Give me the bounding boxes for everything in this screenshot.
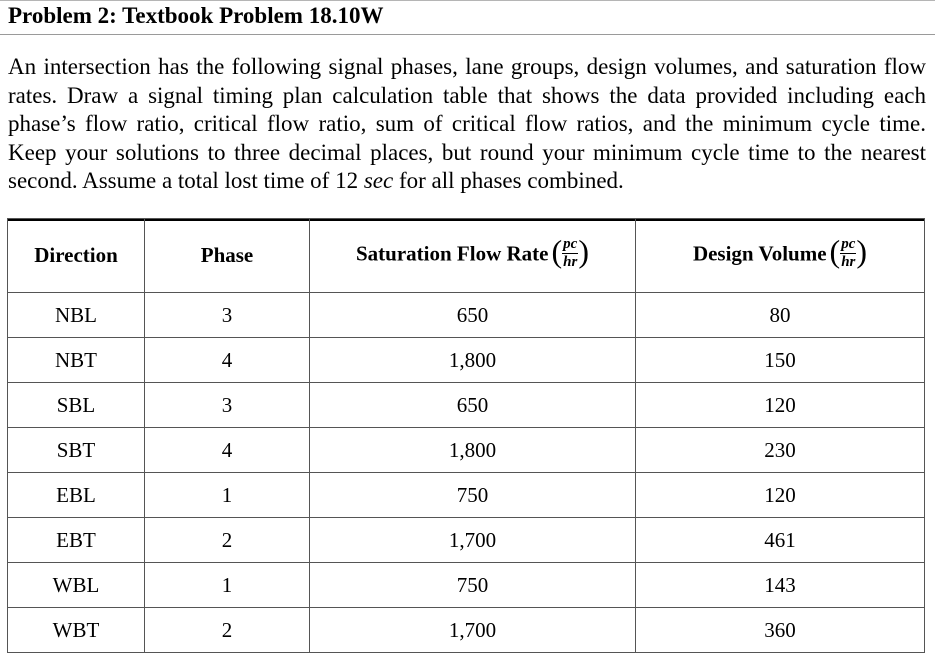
cell-direction: WBT [8,608,145,653]
unit-denominator: hr [841,254,856,270]
cell-design-volume: 143 [636,563,925,608]
cell-design-volume: 230 [636,428,925,473]
table-row [8,563,925,608]
header-saturation-label: Saturation Flow Rate [356,241,549,266]
cell-phase: 3 [145,293,310,338]
header-design-volume-label: Design Volume [692,241,827,266]
table-header-row [8,219,925,293]
cell-saturation-flow-rate: 650 [310,293,636,338]
cell-saturation-flow-rate: 750 [310,473,636,518]
cell-direction: EBL [8,473,145,518]
volume-unit: ( $\frac{pc}{hr}$ ) [829,233,868,270]
cell-saturation-flow-rate: 1,800 [310,428,636,473]
cell-phase: 1 [145,473,310,518]
cell-direction: WBL [8,563,145,608]
table-row [8,383,925,428]
header-phase: Phase [145,219,310,293]
cell-phase: 4 [145,428,310,473]
cell-design-volume: 120 [636,383,925,428]
top-rule [0,0,935,1]
cell-phase: 1 [145,563,310,608]
cell-direction: SBL [8,383,145,428]
cell-phase: 3 [145,383,310,428]
cell-saturation-flow-rate: 650 [310,383,636,428]
header-design-volume [636,219,925,293]
table-row [8,608,925,653]
cell-saturation-flow-rate: 1,800 [310,338,636,383]
signal-data-table [7,218,925,653]
problem-statement [8,53,926,196]
saturation-unit: ( $\frac{pc}{hr}$ ) [551,233,589,270]
cell-design-volume: 461 [636,518,925,563]
statement-text-end: for all phases combined. [398,168,624,194]
table-row [8,518,925,563]
cell-saturation-flow-rate: 750 [310,563,636,608]
cell-phase: 2 [145,608,310,653]
cell-saturation-flow-rate: 1,700 [310,518,636,563]
statement-text: An intersection has the following signal phases, lane groups, design volumes, and saturation flow rates. Draw a signal timing plan calculation table that shows the data provided including each phase’s flow ratio, critical flow ratio, sum of critical flow ratios, and the minimum cycle time. Keep your solutions to three decimal places, but round your minimum cycle time to the nearest second. Assume a total lost time of 12 [8,54,926,194]
header-direction: Direction [8,219,145,293]
cell-direction: SBT [8,428,145,473]
unit-denominator: hr [563,254,578,270]
cell-direction: EBT [8,518,145,563]
table-row [8,473,925,518]
lost-time-unit: sec [363,168,394,194]
table-row [8,293,925,338]
cell-design-volume: 80 [636,293,925,338]
cell-design-volume: 120 [636,473,925,518]
cell-direction: NBT [8,338,145,383]
table-row [8,428,925,473]
cell-direction: NBL [8,293,145,338]
cell-phase: 4 [145,338,310,383]
header-saturation-flow-rate [310,219,636,293]
cell-design-volume: 360 [636,608,925,653]
cell-phase: 2 [145,518,310,563]
table-row [8,338,925,383]
cell-design-volume: 150 [636,338,925,383]
unit-numerator: pc [841,236,856,252]
heading-divider [0,34,935,35]
problem-heading: Problem 2: Textbook Problem 18.10W [8,3,384,28]
unit-numerator: pc [563,236,578,252]
cell-saturation-flow-rate: 1,700 [310,608,636,653]
